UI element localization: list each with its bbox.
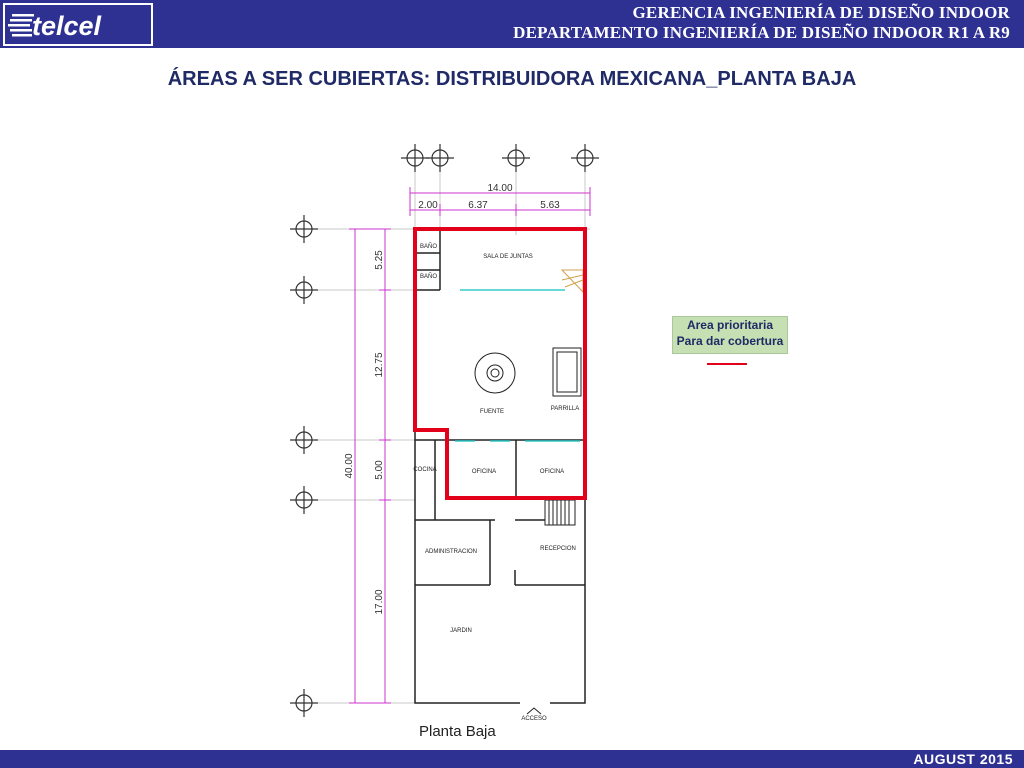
dim-length-3: 5.00: [374, 460, 385, 480]
room-bano-2: BAÑO: [420, 274, 438, 280]
room-administracion: ADMINISTRACION: [424, 549, 478, 555]
header-department-line2: DEPARTAMENTO INGENIERÍA DE DISEÑO INDOOR R1 A R9: [513, 23, 1010, 42]
axis-marker: [571, 144, 599, 172]
axis-marker: [290, 426, 318, 454]
room-acceso: ACCESO: [521, 716, 547, 722]
dim-width-2: 6.37: [468, 200, 488, 211]
room-jardin: JARDIN: [450, 628, 472, 634]
spiral-stair-symbol: [562, 270, 583, 292]
axis-marker: [401, 144, 429, 172]
axis-marker: [290, 689, 318, 717]
dim-width-3: 5.63: [540, 200, 560, 211]
room-oficina-1: OFICINA: [471, 469, 497, 475]
footer-date: AUGUST 2015: [913, 751, 1013, 767]
page-title: ÁREAS A SER CUBIERTAS: DISTRIBUIDORA MEXICANA_PLANTA BAJA: [167, 68, 857, 90]
room-cocina: COCINA: [413, 467, 437, 473]
room-labels: [413, 243, 579, 722]
fountain-symbol: [475, 353, 515, 393]
dimension-lines: [349, 187, 590, 703]
dim-width-1: 2.00: [418, 200, 438, 211]
glazing-lines: [455, 290, 580, 441]
legend-line1: Area prioritaria: [686, 318, 774, 332]
stairs: [545, 500, 575, 525]
room-bano-1: BAÑO: [420, 244, 438, 250]
room-oficina-2: OFICINA: [539, 469, 565, 475]
grill-symbol: [553, 348, 581, 396]
axis-marker: [426, 144, 454, 172]
axis-marker: [290, 276, 318, 304]
room-recepcion: RECEPCION: [540, 546, 576, 552]
legend-red-line: [707, 363, 747, 365]
footer-bar: [0, 750, 1024, 768]
room-sala-de-juntas: SALA DE JUNTAS: [483, 254, 533, 260]
axis-marker: [502, 144, 530, 172]
room-parrilla: PARRILLA: [550, 406, 580, 412]
legend-line2: Para dar cobertura: [676, 334, 784, 348]
dim-total-width: 14.00: [487, 183, 513, 194]
axis-marker: [290, 215, 318, 243]
room-fuente: FUENTE: [480, 409, 504, 415]
axis-marker: [290, 486, 318, 514]
plan-caption: Planta Baja: [419, 723, 496, 740]
walls: [415, 229, 585, 703]
dim-length-1: 5.25: [374, 250, 385, 270]
legend-box: [672, 316, 788, 354]
dim-length-2: 12.75: [374, 352, 385, 378]
header-department-line1: GERENCIA INGENIERÍA DE DISEÑO INDOOR: [632, 3, 1010, 22]
dim-total-length: 40.00: [344, 453, 355, 479]
dim-length-4: 17.00: [374, 589, 385, 615]
access-arrow-icon: [527, 708, 541, 714]
svg-text:telcel: telcel: [32, 11, 102, 41]
